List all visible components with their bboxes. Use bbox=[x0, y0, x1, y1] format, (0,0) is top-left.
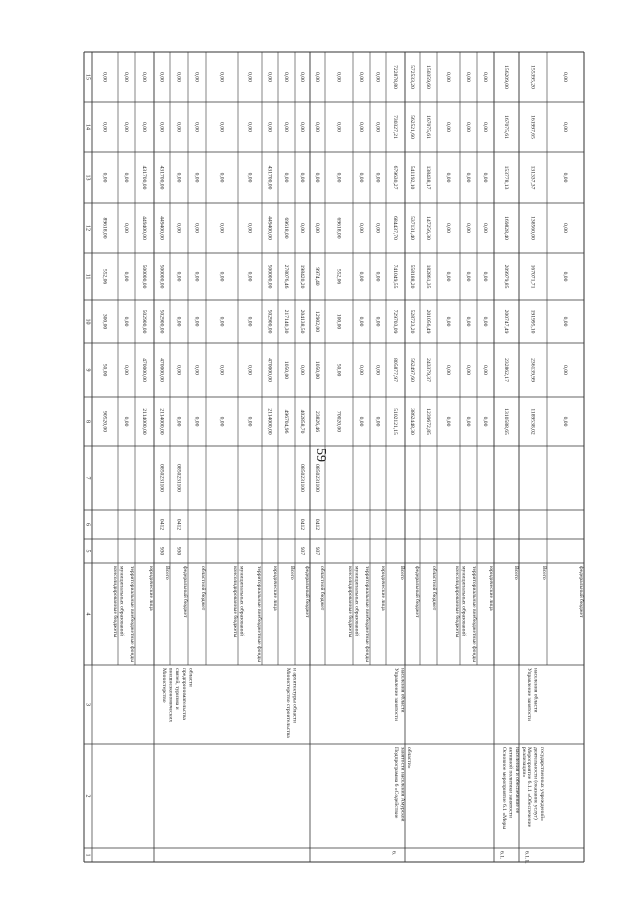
cell-c9: 0,00 bbox=[358, 365, 365, 375]
cell-c11: 278076,46 bbox=[283, 264, 290, 289]
cell-c6: 0412 bbox=[299, 518, 306, 531]
cell-c8: 0,00 bbox=[482, 416, 489, 427]
column-number-6: 6 bbox=[84, 523, 91, 526]
cell-c8: 2114000,00 bbox=[141, 408, 148, 435]
cell-c8: 0,00 bbox=[123, 416, 130, 427]
cell-c11: 0,00 bbox=[193, 271, 200, 282]
cell-c3: Министерствовнешнеэкономическихсвязей, туризма ипредпринимательстваобласти bbox=[161, 668, 194, 723]
cell-c12: 449400,00 bbox=[158, 216, 165, 240]
cell-c4: федеральный бюджет bbox=[304, 566, 310, 618]
cell-c14: 0,00 bbox=[374, 122, 381, 132]
cell-c12: 0,00 bbox=[445, 223, 452, 233]
cell-c10: 300,00 bbox=[101, 313, 108, 330]
cell-c12: 0,00 bbox=[374, 223, 381, 233]
cell-c10: 528723,20 bbox=[409, 309, 416, 334]
cell-c15: 0,00 bbox=[141, 72, 148, 82]
cell-c15: 0,00 bbox=[445, 72, 452, 82]
cell-c14: 730327,21 bbox=[392, 115, 399, 139]
cell-c4: юридические лица bbox=[380, 566, 386, 611]
cell-c9: 243379,37 bbox=[425, 358, 432, 382]
cell-c11: 182861,35 bbox=[425, 264, 432, 289]
cell-c15: 0,00 bbox=[193, 72, 200, 82]
cell-c8: 3862448,30 bbox=[409, 408, 416, 435]
cell-c15: 0,00 bbox=[482, 72, 489, 82]
cell-c12: 69618,00 bbox=[335, 217, 342, 239]
cell-c15: 0,00 bbox=[358, 72, 365, 82]
cell-c14: 0,00 bbox=[141, 122, 148, 132]
cell-c2: Основное мероприятие 6.1 «Мерыактивной политики занятостинаселения и обеспечение еереализации» bbox=[501, 747, 527, 830]
cell-c5: 937 bbox=[314, 546, 321, 556]
cell-c8: 1310588,65 bbox=[503, 408, 510, 435]
cell-c14: 0,00 bbox=[358, 122, 365, 132]
cell-c14: 0,00 bbox=[314, 122, 321, 132]
cell-c14: 0,00 bbox=[266, 122, 273, 132]
column-number-12: 12 bbox=[84, 225, 91, 231]
cell-c12: 0,00 bbox=[175, 223, 182, 233]
cell-c14: 0,00 bbox=[123, 122, 130, 132]
cell-c10: 0,00 bbox=[358, 316, 365, 327]
cell-c4: Всего bbox=[399, 566, 405, 580]
cell-c8: 0,00 bbox=[193, 416, 200, 427]
cell-c4: территориальные внебюджетные фонды bbox=[256, 566, 262, 663]
column-number-13: 13 bbox=[84, 174, 91, 181]
cell-c4: федеральный бюджет bbox=[578, 566, 584, 618]
cell-c12: 0,00 bbox=[246, 223, 253, 233]
cell-c9: 0,00 bbox=[374, 365, 381, 375]
cell-c4: территориальные внебюджетные фонды bbox=[364, 566, 370, 663]
cell-c13: 0,00 bbox=[218, 172, 225, 183]
column-number-14: 14 bbox=[84, 124, 91, 130]
cell-c13: 0,00 bbox=[482, 172, 489, 183]
cell-c6: 0412 bbox=[158, 518, 165, 531]
cell-c15: 0,00 bbox=[101, 72, 108, 82]
cell-c15: 0,00 bbox=[123, 72, 130, 82]
cell-c9: 470000,00 bbox=[158, 358, 165, 382]
cell-c9: 0,00 bbox=[465, 365, 472, 375]
cell-c8: 402858,70 bbox=[299, 409, 306, 434]
cell-c11: 0,00 bbox=[445, 271, 452, 282]
column-number-9: 9 bbox=[84, 368, 91, 372]
cell-c9: 0,00 bbox=[123, 365, 130, 375]
cell-c13: 0,00 bbox=[123, 172, 130, 183]
cell-c15: 0,00 bbox=[283, 72, 290, 82]
cell-c9: 0,00 bbox=[193, 365, 200, 375]
column-number-7: 7 bbox=[84, 476, 91, 480]
cell-c14: 0,00 bbox=[101, 122, 108, 132]
cell-c9: 0,00 bbox=[175, 365, 182, 375]
cell-c10: 100,00 bbox=[335, 313, 342, 330]
cell-c12: 69618,00 bbox=[283, 217, 290, 239]
cell-c14: 0,00 bbox=[158, 122, 165, 132]
cell-c12: 0,00 bbox=[465, 223, 472, 233]
cell-c13: 0,00 bbox=[101, 172, 108, 183]
cell-c14: 0,00 bbox=[299, 122, 306, 132]
cell-c13: 0,00 bbox=[283, 172, 290, 183]
cell-c15: 0,00 bbox=[175, 72, 182, 82]
cell-c10: 502900,00 bbox=[158, 309, 165, 334]
cell-c13: 0,00 bbox=[358, 172, 365, 183]
cell-c14: 0,00 bbox=[175, 122, 182, 132]
cell-c12: 0,00 bbox=[193, 223, 200, 233]
cell-c15: 0,00 bbox=[465, 72, 472, 82]
cell-c10: 217140,30 bbox=[283, 309, 290, 334]
column-number-1: 1 bbox=[84, 853, 91, 857]
cell-c9: 0,00 bbox=[562, 365, 569, 375]
cell-c12: 0,00 bbox=[218, 223, 225, 233]
cell-c9: 470000,00 bbox=[141, 358, 148, 382]
cell-c13: 431700,00 bbox=[141, 165, 148, 190]
cell-c11: 558188,20 bbox=[409, 264, 416, 289]
cell-c8: 90520,00 bbox=[101, 411, 108, 432]
cell-c13: 431700,00 bbox=[266, 165, 273, 190]
cell-c15: 0,00 bbox=[158, 72, 165, 82]
page-number: 59 bbox=[313, 448, 328, 462]
cell-c14: 167075,61 bbox=[503, 115, 510, 139]
cell-c11: 0,00 bbox=[358, 271, 365, 282]
cell-c11: 209979,85 bbox=[503, 264, 510, 289]
cell-c13: 679630,27 bbox=[392, 165, 399, 190]
cell-c8: 0,00 bbox=[218, 416, 225, 427]
cell-c13: 0,00 bbox=[314, 172, 321, 183]
cell-c5: 937 bbox=[299, 546, 306, 556]
cell-c13: 0,00 bbox=[246, 172, 253, 183]
cell-c13: 0,00 bbox=[465, 172, 472, 183]
column-number-10: 10 bbox=[84, 318, 91, 325]
cell-c15: 0,00 bbox=[246, 72, 253, 82]
cell-c8: 2114000,00 bbox=[158, 408, 165, 435]
cell-c12: 147256,30 bbox=[425, 216, 432, 240]
cell-c11: 0,00 bbox=[562, 271, 569, 282]
cell-c4: юридические лица bbox=[272, 566, 278, 611]
cell-c9: 232862,17 bbox=[503, 358, 510, 382]
cell-c4: Всего bbox=[513, 566, 519, 580]
cell-c9: 0,00 bbox=[482, 365, 489, 375]
cell-c9: 1050,00 bbox=[314, 360, 321, 380]
cell-c13: 138438,17 bbox=[425, 165, 432, 190]
cell-c11: 0,00 bbox=[374, 271, 381, 282]
cell-c7: 0850231100 bbox=[175, 464, 182, 492]
cell-c12: 449400,00 bbox=[141, 216, 148, 240]
cell-c10: 0,00 bbox=[562, 316, 569, 327]
column-number-3: 3 bbox=[84, 703, 91, 706]
cell-c9: 0,00 bbox=[445, 365, 452, 375]
cell-c8: 0,00 bbox=[246, 416, 253, 427]
cell-c15: 0,00 bbox=[314, 72, 321, 82]
cell-c9: 236139,99 bbox=[529, 358, 536, 382]
cell-c12: 0,00 bbox=[358, 223, 365, 233]
cell-c8: 0,00 bbox=[175, 416, 182, 427]
cell-c4: Всего bbox=[289, 566, 295, 580]
cell-c8: 0,00 bbox=[374, 416, 381, 427]
cell-c6: 0412 bbox=[175, 518, 182, 531]
cell-c13: 431700,00 bbox=[158, 165, 165, 190]
cell-c13: 0,00 bbox=[193, 172, 200, 183]
cell-c5: 930 bbox=[158, 546, 165, 556]
cell-c11: 552,06 bbox=[101, 268, 108, 285]
cell-c11: 741049,55 bbox=[392, 264, 399, 289]
cell-c4: консолидированные бюджетымуниципальных образований bbox=[232, 566, 245, 638]
cell-c12: 169828,40 bbox=[503, 216, 510, 240]
cell-c14: 0,00 bbox=[445, 122, 452, 132]
cell-c8: 70020,00 bbox=[335, 411, 342, 432]
cell-c2: Мероприятие 6.1.1 «Обеспечениедеятельности (оказание услуг)государственных учреждений» bbox=[526, 747, 546, 828]
cell-c11: 0,00 bbox=[175, 271, 182, 282]
cell-c15: 572533,20 bbox=[409, 65, 416, 89]
cell-c12: 0,00 bbox=[314, 223, 321, 233]
column-number-11: 11 bbox=[84, 273, 91, 280]
cell-c14: 0,00 bbox=[335, 122, 342, 132]
cell-c13: 0,00 bbox=[299, 172, 306, 183]
column-number-2: 2 bbox=[84, 794, 91, 798]
cell-c4: юридические лица bbox=[488, 566, 494, 611]
cell-c10: 0,00 bbox=[123, 316, 130, 327]
cell-c10: 502900,00 bbox=[266, 309, 273, 334]
cell-c9: 0,00 bbox=[299, 365, 306, 375]
cell-c15: 155395,20 bbox=[529, 65, 536, 89]
cell-c10: 0,00 bbox=[175, 316, 182, 327]
cell-c9: 50,00 bbox=[335, 363, 342, 377]
cell-c8: 1239672,85 bbox=[425, 408, 432, 435]
cell-c11: 552,06 bbox=[335, 268, 342, 285]
cell-c1: 6.1.1. bbox=[523, 851, 530, 864]
cell-c15: 0,00 bbox=[266, 72, 273, 82]
cell-c8: 1189538,02 bbox=[529, 408, 536, 435]
cell-c14: 0,00 bbox=[246, 122, 253, 132]
cell-c10: 0,00 bbox=[218, 316, 225, 327]
cell-c11: 0,00 bbox=[482, 271, 489, 282]
cell-c10: 201056,49 bbox=[425, 309, 432, 334]
cell-c14: 0,00 bbox=[465, 122, 472, 132]
cell-c4: областной бюджет bbox=[319, 566, 325, 611]
cell-c10: 0,00 bbox=[445, 316, 452, 327]
cell-c10: 0,00 bbox=[246, 316, 253, 327]
cell-c8: 0,00 bbox=[358, 416, 365, 427]
cell-c8: 23826,46 bbox=[314, 411, 321, 432]
cell-c4: областной бюджет bbox=[200, 566, 206, 611]
cell-c10: 191995,10 bbox=[529, 309, 536, 334]
cell-c14: 161997,65 bbox=[529, 115, 536, 139]
cell-c10: 0,00 bbox=[465, 316, 472, 327]
cell-c13: 153778,13 bbox=[503, 165, 510, 190]
cell-c4: федеральный бюджет bbox=[414, 566, 420, 618]
cell-c15: 156209,00 bbox=[503, 65, 510, 89]
cell-c14: 0,00 bbox=[482, 122, 489, 132]
cell-c9: 805877,97 bbox=[392, 358, 399, 382]
cell-c15: 0,00 bbox=[562, 72, 569, 82]
cell-c14: 0,00 bbox=[218, 122, 225, 132]
cell-c4: консолидированные бюджетымуниципальных образований bbox=[454, 566, 467, 638]
cell-c11: 0,00 bbox=[465, 271, 472, 282]
cell-c11: 500000,00 bbox=[266, 264, 273, 289]
cell-c4: Всего bbox=[541, 566, 547, 580]
cell-c4: территориальные внебюджетные фонды bbox=[471, 566, 477, 663]
cell-c10: 0,00 bbox=[374, 316, 381, 327]
cell-c8: 2114000,00 bbox=[266, 408, 273, 435]
cell-c13: 0,00 bbox=[374, 172, 381, 183]
cell-c10: 729703,09 bbox=[392, 309, 399, 334]
cell-c4: юридические лица bbox=[148, 566, 154, 611]
cell-c10: 502900,00 bbox=[141, 309, 148, 334]
cell-c4: областной бюджет bbox=[431, 566, 437, 611]
cell-c14: 562521,60 bbox=[409, 115, 416, 139]
cell-c11: 0,00 bbox=[123, 271, 130, 282]
cell-c11: 500000,00 bbox=[158, 264, 165, 289]
cell-c1: 6. bbox=[390, 851, 397, 856]
cell-c11: 0,00 bbox=[218, 271, 225, 282]
cell-c6: 0412 bbox=[314, 518, 321, 531]
cell-c10: 200747,49 bbox=[503, 309, 510, 334]
cell-c7: 0850231100 bbox=[314, 464, 321, 492]
cell-c15: 0,00 bbox=[218, 72, 225, 82]
cell-c5: 930 bbox=[175, 546, 182, 556]
cell-c3: Управление занятостинаселения области bbox=[393, 668, 406, 721]
cell-c9: 50,00 bbox=[101, 363, 108, 377]
cell-c11: 198420,20 bbox=[299, 264, 306, 289]
cell-c14: 0,00 bbox=[283, 122, 290, 132]
cell-c13: 0,00 bbox=[335, 172, 342, 183]
cell-c8: 0,00 bbox=[465, 416, 472, 427]
cell-c12: 537131,40 bbox=[409, 216, 416, 240]
cell-c13: 131337,37 bbox=[529, 165, 536, 190]
cell-c10: 204138,50 bbox=[299, 309, 306, 334]
column-number-8: 8 bbox=[84, 420, 91, 423]
cell-c12: 0,00 bbox=[299, 223, 306, 233]
cell-c15: 0,00 bbox=[374, 72, 381, 82]
cell-c4: территориальные внебюджетные фонды bbox=[129, 566, 135, 663]
cell-c8: 0,00 bbox=[562, 416, 569, 427]
cell-c14: 167075,61 bbox=[425, 115, 432, 139]
cell-c12: 449400,00 bbox=[266, 216, 273, 240]
cell-c4: федеральный бюджет bbox=[182, 566, 188, 618]
cell-c12: 0,00 bbox=[562, 223, 569, 233]
cell-c11: 167071,71 bbox=[529, 264, 536, 289]
cell-c13: 0,00 bbox=[562, 172, 569, 183]
cell-c14: 0,00 bbox=[193, 122, 200, 132]
cell-c11: 9974,40 bbox=[314, 267, 321, 286]
cell-c12: 0,00 bbox=[123, 223, 130, 233]
cell-c11: 500000,00 bbox=[141, 264, 148, 289]
cell-c13: 541192,10 bbox=[409, 165, 416, 190]
cell-c3: Управление занятостинаселения области bbox=[526, 668, 539, 721]
cell-c12: 89618,00 bbox=[101, 217, 108, 239]
cell-c1: 6.1. bbox=[498, 851, 505, 860]
cell-c3: Министерство строительстваи архитектуры области bbox=[285, 668, 298, 738]
cell-c4: консолидированные бюджетымуниципальных образований bbox=[112, 566, 125, 638]
cell-c9: 470000,00 bbox=[266, 358, 273, 382]
cell-c4: консолидированные бюджетымуниципальных образований bbox=[347, 566, 360, 638]
cell-c14: 0,00 bbox=[562, 122, 569, 132]
cell-c7: 0850231100 bbox=[299, 464, 306, 492]
cell-c10: 0,00 bbox=[193, 316, 200, 327]
cell-c15: 0,00 bbox=[299, 72, 306, 82]
cell-c12: 138560,00 bbox=[529, 216, 536, 240]
cell-c9: 0,00 bbox=[246, 365, 253, 375]
column-number-4: 4 bbox=[84, 612, 91, 616]
cell-c2: Подпрограмма 6 «Содействиезанятости населения Амурскойобласти» bbox=[393, 747, 413, 822]
cell-c11: 0,00 bbox=[246, 271, 253, 282]
cell-c8: 0,00 bbox=[445, 416, 452, 427]
cell-c9: 0,00 bbox=[218, 365, 225, 375]
cell-c15: 150359,60 bbox=[425, 65, 432, 89]
cell-c4: Всего bbox=[164, 566, 170, 580]
cell-c15: 722878,80 bbox=[392, 65, 399, 89]
cell-c10: 0,00 bbox=[482, 316, 489, 327]
column-number-15: 15 bbox=[84, 74, 91, 80]
column-number-5: 5 bbox=[84, 549, 91, 553]
cell-c10: 12902,00 bbox=[314, 311, 321, 332]
cell-c9: 562497,60 bbox=[409, 358, 416, 382]
cell-c9: 1050,00 bbox=[283, 360, 290, 380]
cell-c8: 5102121,15 bbox=[392, 408, 399, 435]
cell-c12: 684437,70 bbox=[392, 216, 399, 240]
cell-c12: 0,00 bbox=[482, 223, 489, 233]
cell-c8: 496704,96 bbox=[283, 409, 290, 434]
cell-c7: 0850231100 bbox=[158, 464, 165, 492]
cell-c13: 0,00 bbox=[445, 172, 452, 183]
cell-c13: 0,00 bbox=[175, 172, 182, 183]
cell-c15: 0,00 bbox=[335, 72, 342, 82]
